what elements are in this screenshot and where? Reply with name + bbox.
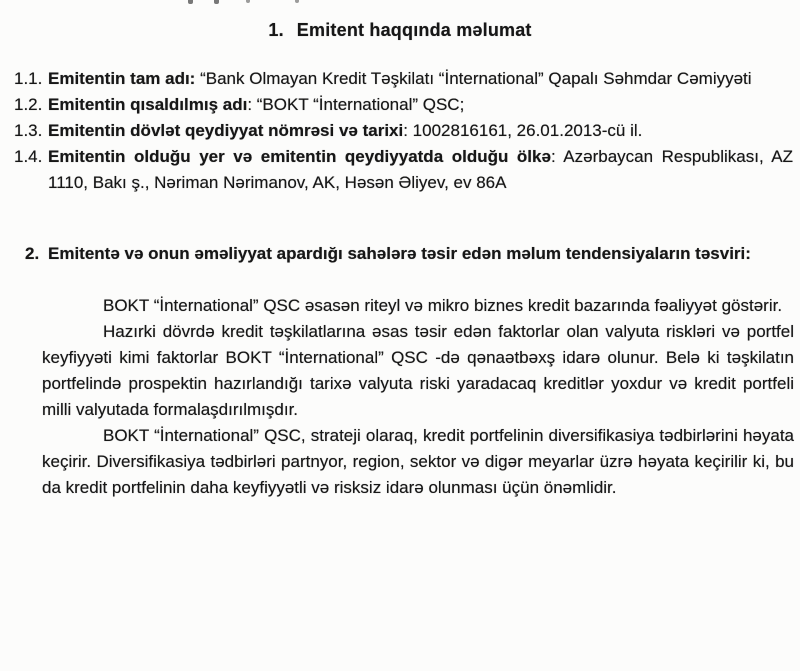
section-1-items (0, 66, 800, 196)
section-1-number: 1. (268, 20, 284, 40)
scan-artifact (214, 0, 219, 4)
item-label: Emitentin olduğu yer və emitentin qeydiyyatda olduğu ölkə (48, 147, 551, 166)
item-label: Emitentin tam adı: (48, 69, 196, 88)
scan-artifact (246, 0, 250, 3)
section-1-title: Emitent haqqında məlumat (296, 20, 532, 40)
item-number: 1.4. (14, 147, 43, 166)
item-text: : 1002816161, 26.01.2013-cü il. (403, 121, 643, 140)
paragraph-1: BOKT “İnternational” QSC əsasən riteyl və mikro biznes kredit bazarında fəaliyyət göstərir. (103, 296, 783, 315)
item-label: Emitentin qısaldılmış adı (48, 95, 248, 114)
item-text: : “BOKT “İnternational” QSC; (247, 95, 465, 114)
item-label: Emitentin dövlət qeydiyyat nömrəsi və tarixi (48, 121, 404, 140)
list-item-1-4 (14, 144, 794, 196)
list-item-1-2 (14, 92, 793, 118)
item-number: 1.1. (14, 69, 43, 88)
list-item-1-3 (14, 118, 793, 144)
section-2-title: Emitentə və onun əməliyyat apardığı sahələrə təsir edən məlum tendensiyaların təsviri: (48, 244, 751, 263)
scan-artifact (188, 0, 193, 4)
section-2-heading (0, 240, 800, 268)
item-text: : Azərbaycan Respublikası, AZ 1110, Bakı ş., Nəriman Nərimanov, AK, Həsən Əliyev, ev 86A (48, 147, 794, 192)
paragraph-3: BOKT “İnternational” QSC, strateji olaraq, kredit portfelinin diversifikasiya tədbirlərini həyata keçirir. Diversifikasiya tədbirləri partnyor, region, sektor və digər meyarlar üzrə həyata keçirilir ki, bu da kredit portfelinin daha keyfiyyətli və risksiz idarə olunması üçün önəmlidir. (42, 426, 794, 497)
paragraph-2: Hazırki dövrdə kredit təşkilatlarına əsas təsir edən faktorlar olan valyuta riskləri və portfel keyfiyyəti kimi faktorlar BOKT “İnternational” QSC -də qənaətbəxş idarə olunur. Belə ki təşkilatın portfelində prospektin hazırlandığı tarixə valyuta riski yaradacaq kreditlər yoxdur və kredit portfeli milli valyutada formalaşdırılmışdır. (42, 322, 794, 419)
item-number: 1.3. (14, 121, 43, 140)
section-2-number: 2. (25, 244, 40, 263)
section-2-body (42, 293, 794, 501)
list-item-1-1 (14, 66, 793, 92)
item-text: “Bank Olmayan Kredit Təşkilatı “İnternational” Qapalı Səhmdar Cəmiyyəti (195, 69, 752, 88)
scan-artifact (295, 0, 299, 3)
section-1-heading (0, 19, 800, 41)
item-number: 1.2. (14, 95, 43, 114)
